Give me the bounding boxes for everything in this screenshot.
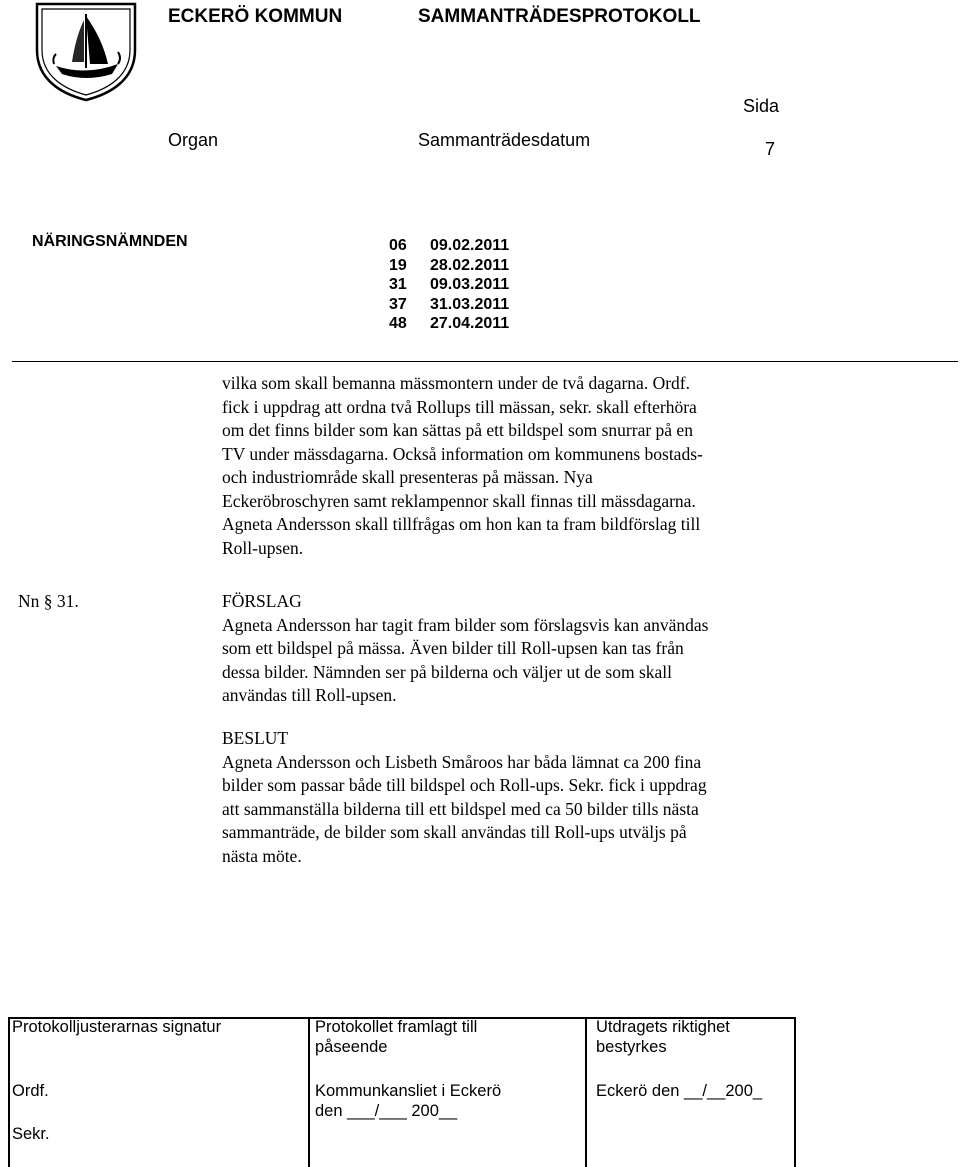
- page-label: Sida: [743, 96, 780, 116]
- decision-heading: BESLUT: [222, 728, 289, 748]
- text-line: att sammanställa bilderna till ett bildspel med ca 50 bilder tills nästa: [222, 798, 699, 819]
- organ-name: NÄRINGSNÄMNDEN: [32, 233, 188, 250]
- organ-label: Organ: [168, 130, 219, 150]
- text-line: TV under mässdagarna. Också information om kommunens bostads-: [222, 443, 703, 464]
- municipality-name: ECKERÖ KOMMUN: [168, 6, 343, 27]
- text-line: fick i uppdrag att ordna två Rollups till mässan, sekr. skall efterhöra: [222, 396, 697, 417]
- footer-certified-date: Eckerö den __/__200_: [596, 1082, 763, 1100]
- footer-certified-heading: Utdragets riktighet bestyrkes: [596, 1018, 730, 1056]
- meeting-date: 31.03.2011: [430, 295, 510, 313]
- meeting-row: [389, 314, 509, 334]
- meeting-number: 31: [389, 276, 407, 293]
- text-line: och industriområde skall presenteras på mässan. Nya: [222, 467, 593, 487]
- meeting-number: 06: [389, 237, 407, 254]
- section-reference: Nn § 31.: [18, 591, 79, 611]
- meeting-number: 48: [389, 315, 407, 332]
- footer-left-border: [8, 1017, 10, 1167]
- meeting-date: 27.04.2011: [430, 315, 510, 332]
- page-number: 7: [765, 139, 776, 159]
- text-line: om det finns bilder som kan sättas på ett bildspel som snurrar på en: [222, 420, 693, 440]
- proposal-section: [222, 590, 708, 708]
- footer-divider-2: [585, 1017, 587, 1167]
- decision-section: [222, 727, 707, 868]
- footer-right-border: [794, 1017, 796, 1167]
- meeting-row: [389, 256, 509, 276]
- proposal-heading: FÖRSLAG: [222, 591, 302, 611]
- text-line: Agneta Andersson och Lisbeth Småroos har båda lämnat ca 200 fina: [222, 751, 702, 772]
- text-line: sammanträde, de bilder som skall användas till Roll-ups utväljs på: [222, 822, 687, 842]
- footer-divider-1: [308, 1017, 310, 1167]
- document-type: SAMMANTRÄDESPROTOKOLL: [418, 6, 701, 27]
- meeting-row: [389, 275, 509, 295]
- text-line: Roll-upsen.: [222, 537, 304, 558]
- text-line: bilder som passar både till bildspel och Roll-ups. Sekr. fick i uppdrag: [222, 775, 707, 795]
- footer-secretary-label: Sekr.: [12, 1125, 50, 1143]
- header-divider: [12, 361, 958, 362]
- footer-posted-heading: Protokollet framlagt till påseende: [315, 1018, 478, 1056]
- text-line: Eckeröbroschyren samt reklampennor skall finnas till mässdagarna.: [222, 490, 696, 511]
- meeting-row: [389, 236, 509, 256]
- meeting-date: 09.03.2011: [430, 276, 510, 293]
- coat-of-arms-logo: [34, 2, 138, 102]
- text-line: dessa bilder. Nämnden ser på bilderna och väljer ut de som skall: [222, 661, 673, 682]
- meeting-number: 19: [389, 256, 407, 274]
- text-line: vilka som skall bemanna mässmontern under de två dagarna. Ordf.: [222, 373, 690, 393]
- text-line: som ett bildspel på mässa. Även bilder till Roll-upsen kan tas från: [222, 638, 684, 658]
- text-line: användas till Roll-upsen.: [222, 685, 397, 705]
- continuation-paragraph: [222, 372, 703, 560]
- meeting-date: 09.02.2011: [430, 237, 510, 254]
- meeting-number: 37: [389, 295, 407, 313]
- text-line: nästa möte.: [222, 845, 302, 866]
- meeting-row: [389, 295, 509, 315]
- footer-chair-label: Ordf.: [12, 1082, 49, 1100]
- date-label: Sammanträdesdatum: [418, 130, 591, 150]
- meeting-list: [389, 236, 509, 334]
- footer-posted-location: Kommunkansliet i Eckerö den ___/___ 200__: [315, 1082, 502, 1120]
- meeting-date: 28.02.2011: [430, 256, 510, 274]
- footer-signature-heading: Protokolljusterarnas signatur: [12, 1018, 222, 1036]
- text-line: Agneta Andersson har tagit fram bilder som förslagsvis kan användas: [222, 614, 709, 635]
- text-line: Agneta Andersson skall tillfrågas om hon kan ta fram bildförslag till: [222, 514, 701, 534]
